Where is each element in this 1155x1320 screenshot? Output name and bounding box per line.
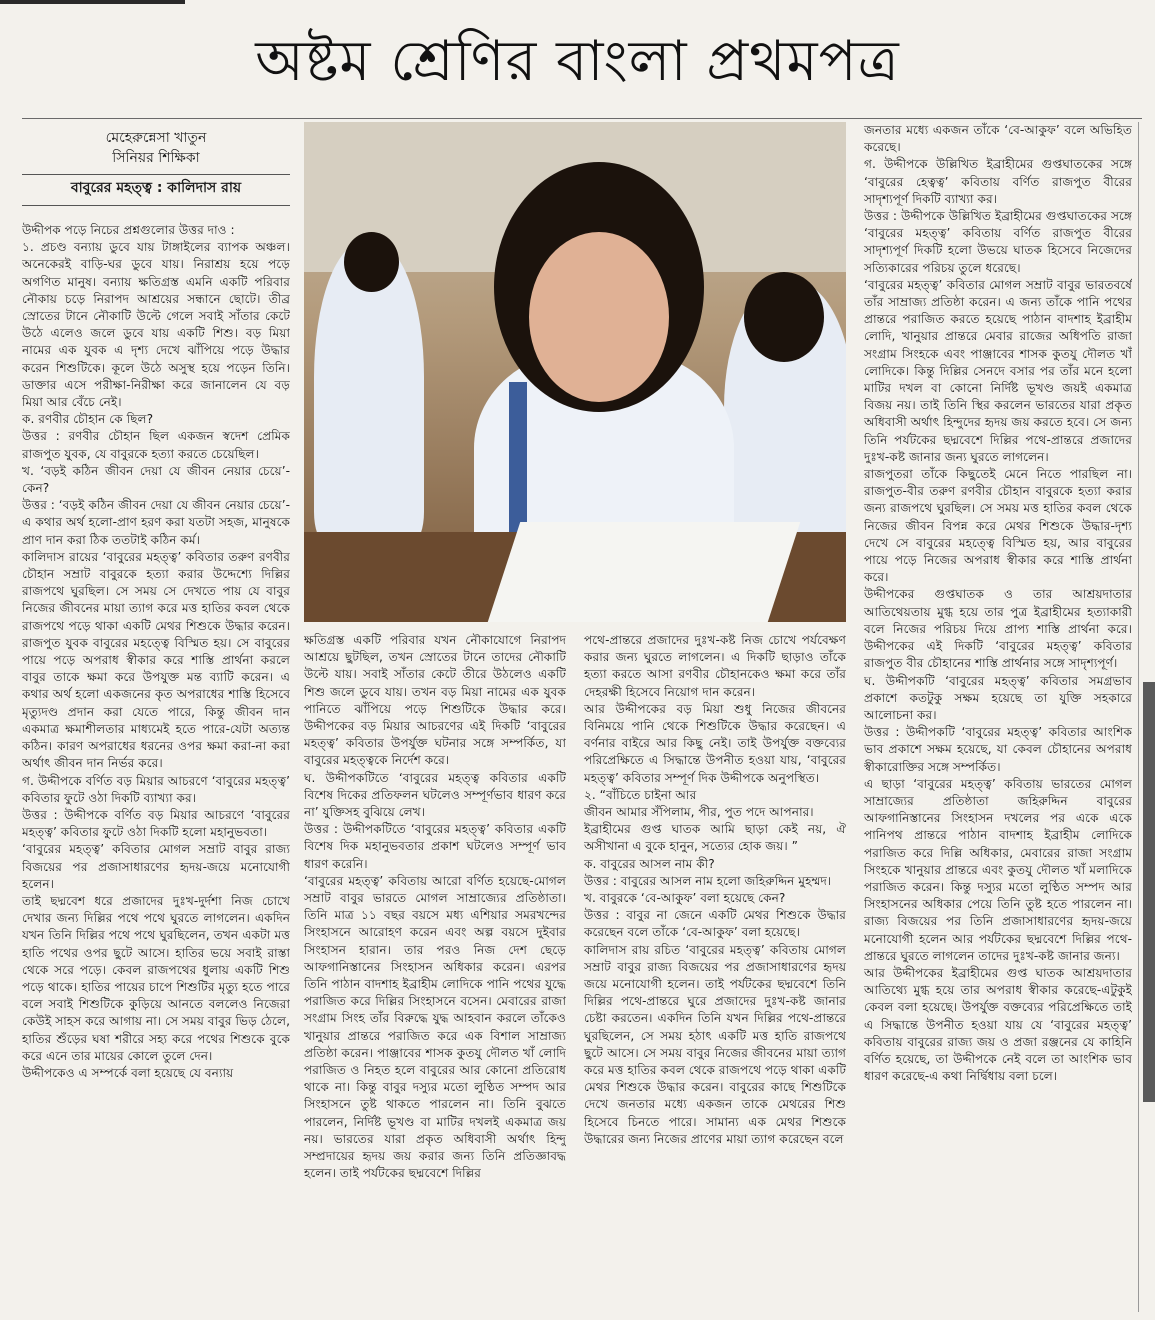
paragraph: উত্তর : বাবুরের আসল নাম হলো জহিরুদ্দিন মুহম্মদ।	[584, 873, 832, 888]
column-1	[22, 222, 290, 1312]
paragraph: উদ্দীপকের গুপ্তঘাতক ও তার আশ্রয়দাতার আতিথেয়তায় মুগ্ধ হয়ে তার পুত্র ইব্রাহীমের হত্যাকারী বলে নিজের পরিচয় দিয়ে প্রাপ্য শাস্তি প্রার্থনা করে। উদ্দীপকের এই দিকটি ‘বাবুরের মহত্ত্ব’ কবিতার রাজপুত বীর চৌহানের শাস্তি প্রার্থনার সঙ্গে সাদৃশ্যপূর্ণ।	[864, 587, 1132, 671]
paragraph: উত্তর : রণবীর চৌহান ছিল একজন স্বদেশ প্রেমিক রাজপুত যুবক, যে বাবুরকে হত্যা করতে চেয়েছিল।	[22, 429, 290, 461]
paragraph: উত্তর : উদ্দীপকটিতে ‘বাবুরের মহত্ত্ব’ কবিতার একটি বিশেষ দিক মহানুভবতার প্রকাশ ঘটলেও সম্পূর্ণ ভাব ধারণ করেনি।	[304, 822, 566, 871]
column-2	[304, 632, 566, 1312]
paragraph: খ. ‘বড়ই কঠিন জীবন দেয়া যে জীবন নেয়ার চেয়ে’-কেন?	[22, 463, 290, 496]
paragraph: রাজপুতরা তাঁকে কিছুতেই মেনে নিতে পারছিল না। রাজপুত-বীর তরুণ রণবীর চৌহান বাবুরকে হত্যা করার জন্য রাজপথে ঘুরছিল। সে সময় মত্ত হাতির কবল থেকে নিজের জীবন বিপন্ন করে মেথর শিশুকে উদ্ধার-দৃশ্য দেখে সে বাবুরের মহত্ত্বে বিস্মিত হয়, আর বাবুরের পায়ে পড়ে নিজের অপরাধ স্বীকার করে শাস্তি প্রার্থনা করে।	[864, 467, 1132, 585]
exam-hall-photo	[304, 122, 846, 622]
paragraph: ‘বাবুরের মহত্ত্ব’ কবিতার মোগল সম্রাট বাবুর ভারতবর্ষে তাঁর সাম্রাজ্য প্রতিষ্ঠা করেন। এ জন্য তাঁকে পানি পথের প্রান্তরে পরাজিত করতে হয়েছে পাঠান বাদশাহ ইব্রাহীম লোদি, খানুয়ার প্রান্তরে মেবার রাজের অধিপতি রাজা সংগ্রাম সিংহকে এবং পাঞ্জাবের শাসক কুতযু দৌলত খাঁ লোদিকে। কিন্তু দিল্লির সেনদে বসার পর তাঁর মনে হলো মাটির দখল বা কোনো নির্দিষ্ট ভূখণ্ড জয়ই একমাত্র বিজয় নয়। তাই তিনি স্থির করলেন ভারতের যারা প্রকৃত অধিবাসী অর্থাৎ হিন্দুদের হৃদয় জয় করতে হবে। সে জন্য তিনি পর্যটকের ছদ্মবেশে দিল্লির পথে-প্রান্তরে প্রজাদের দুঃখ-কষ্ট জানার জন্য ঘুরতে লাগলেন।	[864, 277, 1132, 464]
paragraph: ক. বাবুরের আসল নাম কী?	[584, 856, 715, 871]
paragraph: জনতার মধ্যে একজন তাঁকে ‘বে-আকুফ’ বলে অভিহিত করেছে।	[864, 123, 1132, 155]
paragraph: এ ছাড়া ‘বাবুরের মহত্ত্ব’ কবিতায় ভারতের মোগল সাম্রাজ্যের প্রতিষ্ঠাতা জহিরুদ্দিন বাবুরের আফগানিস্তানের সিংহাসন দখলের পর একে একে পানিপথ প্রান্তরে পাঠান বাদশাহ ইব্রাহীম লোদিকে পরাজিত করে দিল্লি অধিকার, মেবারের রাজা সংগ্রাম সিংহকে খানুয়ার প্রান্তরে এবং কুতযু দৌলত খাঁ মলাদিকে পরাজিত করেন। কিন্তু দস্যুর মতো লুণ্ঠিত সম্পদ আর সিংহাসনের অধিকার পেয়ে তিনি তুষ্ট হতে পারলেন না। রাজ্য বিজয়ের পর তিনি প্রজাসাধারণের হৃদয়-জয়ে মনোযোগী হলেন আর পর্যটকের ছদ্মবেশে দিল্লির পথে-প্রান্তরে ঘুরতে লাগলেন তাদের দুঃখ-কষ্ট জানার জন্য।	[864, 776, 1132, 963]
byline-divider	[22, 174, 290, 175]
paragraph: জীবন আমার সঁপিলাম, পীর, পুত পদে আপনার।	[584, 805, 814, 820]
paragraph: কালিদাস রায়ের ‘বাবুরের মহত্ত্ব’ কবিতার তরুণ রণবীর চৌহান সম্রাট বাবুরকে হত্যা করার উদ্দেশ্যে দিল্লির রাজপথে ঘুরছিল। সে সময় সে দেখতে পায় যে বাবুর নিজের জীবনের মায়া ত্যাগ করে মত্ত হাতির কবল থেকে রাজপথে পড়ে থাকা একটি মেথর শিশুকে উদ্ধার করেন। রাজপুত যুবক বাবুরের মহত্ত্বে বিস্মিত হয়। সে বাবুরের পায়ে পড়ে অপরাধ স্বীকার করে শাস্তি প্রার্থনা করলে বাবুর তাকে ক্ষমা করে উপযুক্ত মন্ত ব্যাটি করেন। এ কথার অর্থ হলো একজনের কৃত অপরাধের শাস্তি হিসেবে মৃত্যুদণ্ড প্রদান করা যেতে পারে, কিন্তু জীবন দান একমাত্র ক্ষমাশীলতার মাধ্যমেই হতে পারে-যেটা অত্যন্ত কঠিন। কারণ অপরাধের ধরনের ওপর ক্ষমা করা-না করা অর্থাৎ জীবন দান নির্ভর করে।	[22, 549, 290, 771]
paragraph: ‘বাবুরের মহত্ত্ব’ কবিতার মোগল সম্রাট বাবুর রাজ্য বিজয়ের পর প্রজাসাধারণের হৃদয়-জয়ে মনোযোগী হলেন।	[22, 842, 290, 891]
paragraph: ২. “বাঁচিতে চাইনা আর	[584, 787, 697, 802]
paragraph: ১. প্রচণ্ড বন্যায় ডুবে যায় টাঙ্গাইলের ব্যাপক অঞ্চল। অনেকেরই বাড়ি-ঘর ডুবে যায়। নিরাশ্রয় হয়ে পড়ে অগণিত মানুষ। বন্যায় ক্ষতিগ্রস্ত এমনি একটি পরিবার নৌকায় চড়ে নিরাপদ আশ্রয়ের সন্ধানে ছোটে। তীব্র স্রোতের টানে নৌকাটি উল্টে গেলে সবাই সাঁতার কেটে উঠে এলেও জলে ডুবে যায় একটি শিশু। বড় মিয়া নামের এক যুবক এ দৃশ্য দেখে ঝাঁপিয়ে পড়ে উদ্ধার করেন শিশুটিকে। কূলে উঠে অসুস্থ হয়ে পড়েন তিনি। ডাক্তার এসে পরীক্ষা-নিরীক্ষা করে জানালেন যে বড় মিয়া আর বেঁচে নেই।	[22, 240, 290, 410]
paragraph: ক. রণবীর চৌহান কে ছিল?	[22, 412, 154, 427]
masthead	[0, 0, 1155, 112]
paragraph: উত্তর : ‘বড়ই কঠিন জীবন দেয়া যে জীবন নেয়ার চেয়ে’-এ কথার অর্থ হলো-প্রাণ হরণ করা যতটা সহজ, মানুষকে প্রাণ দান করা ঠিক ততটাই কঠিন কর্ম।	[22, 498, 290, 547]
paragraph: উত্তর : বাবুর না জেনে একটি মেথর শিশুকে উদ্ধার করেছেন বলে তাঁকে ‘বে-আকুফ’ বলা হয়েছে।	[584, 908, 846, 940]
adjacent-photo-edge	[1143, 682, 1155, 1102]
paragraph: উত্তর : উদ্দীপকটি ‘বাবুরের মহত্ত্ব’ কবিতার আংশিক ভাব প্রকাশে সক্ষম হয়েছে, যা কেবল চৌহানের অপরাধ স্বীকারোক্তির সঙ্গে সম্পর্কিত।	[864, 725, 1132, 774]
byline	[22, 124, 290, 208]
paragraph: আর উদ্দীপকের বড় মিয়া শুধু নিজের জীবনের বিনিময়ে পানি থেকে শিশুটিকে উদ্ধার করেছেন। এ বর্ণনার বাইরে আর কিছু নেই। তাই উপর্যুক্ত বক্তব্যের পরিপ্রেক্ষিতে এ সিদ্ধান্তে উপনীত হওয়া যায়, ‘বাবুরের মহত্ত্ব’ কবিতার সম্পূর্ণ দিক উদ্দীপকে অনুপস্থিত।	[584, 701, 846, 785]
photo-hair-right	[744, 272, 824, 362]
paragraph: ক্ষতিগ্রস্ত একটি পরিবার যখন নৌকাযোগে নিরাপদ আশ্রয়ে ছুটছিল, তখন স্রোতের টানে তাদের নৌকাটি উল্টে যায়। সবাই সাঁতার কেটে তীরে উঠলেও একটি শিশু জলে ডুবে যায়। তখন বড় মিয়া নামের এক যুবক পানিতে ঝাঁপিয়ে পড়ে শিশুটিকে উদ্ধার করে। উদ্দীপকের বড় মিয়ার আচরণের এই দিকটি ‘বাবুরের মহত্ত্ব’ কবিতার উপর্যুক্ত ঘটনার সঙ্গে সম্পর্কিত, যা বাবুরের মহত্ত্বকে নির্দেশ করে।	[304, 633, 566, 768]
column-3	[584, 632, 846, 1312]
paragraph: উদ্দীপক পড়ে নিচের প্রশ্নগুলোর উত্তর দাও :	[22, 223, 235, 237]
author-name: মেহেরুন্নেসা খাতুন	[105, 130, 207, 146]
page-title: অষ্টম শ্রেণির বাংলা প্রথমপত্র	[255, 29, 900, 94]
byline-divider-bottom	[22, 205, 290, 206]
photo-hair-left	[344, 232, 399, 292]
header-divider	[22, 118, 1142, 119]
paragraph: খ. বাবুরকে ‘বে-আকুফ’ বলা হয়েছে কেন?	[584, 891, 786, 906]
paragraph: আর উদ্দীপকের ইব্রাহীমের গুপ্ত ঘাতক আশ্রয়দাতার আতিথ্যে মুগ্ধ হয়ে তার অপরাধ স্বীকার করেছে-এটুকুই কেবল বলা হয়েছে। উপর্যুক্ত বক্তব্যের পরিপ্রেক্ষিতে তাই এ সিদ্ধান্তে উপনীত হওয়া যায় যে ‘বাবুরের মহত্ত্ব’ কবিতায় বাবুরের রাজ্য জয় ও প্রজা রঞ্জনের যে কাহিনি বর্ণিত হয়েছে, তা উদ্দীপকে নেই বলে তা আংশিক ভাব ধারণ করেছে-এ কথা নির্দ্বিধায় বলা চলে।	[864, 965, 1132, 1084]
paragraph: ইব্রাহীমের গুপ্ত ঘাতক আমি ছাড়া কেই নয়, ঐ অসীখানা এ বুকে হানুন, সত্যের হোক জয়। ”	[584, 822, 846, 854]
paragraph: পথে-প্রান্তরে প্রজাদের দুঃখ-কষ্ট নিজ চোখে পর্যবেক্ষণ করার জন্য ঘুরতে লাগলেন। এ দিকটি ছাড়াও তাঁকে হত্যা করতে আসা রণবীর চৌহানকেও ক্ষমা করে তাঁর দেহরক্ষী হিসেবে নিয়োগ দান করেন।	[584, 633, 846, 699]
author-role: সিনিয়র শিক্ষিকা	[112, 150, 200, 166]
adjacent-page-edge	[1138, 122, 1155, 1312]
paragraph: ‘বাবুরের মহত্ত্ব’ কবিতায় আরো বর্ণিত হয়েছে-মোগল সম্রাট বাবুর ভারতে মোগল সাম্রাজ্যের প্রতিষ্ঠাতা। তিনি মাত্র ১১ বছর বয়সে মধ্য এশিয়ার সমরখন্দের সিংহাসনে আরোহণ করেন এবং অল্প বয়সে দুইবার সিংহাসন হারান। তার পরও নিজ দেশ ছেড়ে আফগানিস্তানের সিংহাসন অধিকার করেন। এরপর তিনি পাঠান বাদশাহ ইব্রাহীম লোদিকে পানি পথের যুদ্ধে পরাজিত করে দিল্লির সিংহাসনে বসেন। মেবারের রাজা সংগ্রাম সিংহ তাঁর বিরুদ্ধে যুদ্ধ আহবান করলে তাঁকেও খানুয়ার প্রান্তরে পরাজিত করে এক বিশাল সাম্রাজ্য প্রতিষ্ঠা করেন। পাঞ্জাবের শাসক কুতযু দৌলত খাঁ লোদি পরাজিত ও নিহত হলে বাবুরের আর কোনো প্রতিরোধ থাকে না। কিন্তু বাবুর দস্যুর মতো লুণ্ঠিত সম্পদ আর সিংহাসনে তুষ্ট থাকতে পারলেন না। তিনি বুঝতে পারলেন, নির্দিষ্ট ভূখণ্ড বা মাটির দখলই একমাত্র জয় নয়। ভারতের যারা প্রকৃত অধিবাসী অর্থাৎ হিন্দু সম্প্রদায়ের হৃদয় জয় করার জন্য তিনি প্রতিজ্ঞাবদ্ধ হলেন। তাই পর্যটকের ছদ্মবেশে দিল্লির	[304, 873, 566, 1181]
paragraph: গ. উদ্দীপকে উল্লিখিত ইব্রাহীমের গুপ্তঘাতকের সঙ্গে ‘বাবুরের হেত্বত্ব’ কবিতায় বর্ণিত রাজপুত বীরের সাদৃশ্যপূর্ণ দিকটি ব্যাখ্যা কর।	[864, 157, 1132, 206]
photo-answer-sheet	[488, 522, 800, 622]
paragraph: উদ্দীপকেও এ সম্পর্কে বলা হয়েছে যে বন্যায়	[22, 1065, 234, 1080]
paragraph: কালিদাস রায় রচিত ‘বাবুরের মহত্ত্ব’ কবিতায় মোগল সম্রাট বাবুর রাজ্য বিজয়ের পর প্রজাসাধারণের হৃদয় জয়ে মনোযোগী হলেন। তাই পর্যটকের ছদ্মবেশে তিনি দিল্লির পথে-প্রান্তরে ঘুরে প্রজাদের দুঃখ-কষ্ট জানার চেষ্টা করতেন। একদিন তিনি যখন দিল্লির পথে-প্রান্তরে ঘুরছিলেন, সে সময় হঠাৎ একটি মত্ত হাতি রাজপথে ছুটে আসে। সে সময় বাবুর নিজের জীবনের মায়া ত্যাগ করে মত্ত হাতির কবল থেকে রাজপথে পড়ে থাকা একটি মেথর শিশুকে উদ্ধার করেন। বাবুরের কাছে শিশুটিকে দেখে জনতার মধ্যে একজন তাকে মেথরের শিশু হিসেবে চিনতে পারে। সামান্য এক মেথর শিশুকে উদ্ধারের জন্য নিজের প্রাণের মায়া ত্যাগ করেছেন বলে	[584, 942, 846, 1146]
paragraph: ঘ. উদ্দীপকটিতে ‘বাবুরের মহত্ত্ব কবিতার একটি বিশেষ দিকের প্রতিফলন ঘটলেও সম্পূর্ণভাব ধারণ করে না’ যুক্তিসহ বুঝিয়ে লেখ।	[304, 770, 566, 820]
photo-face-center	[529, 232, 669, 402]
paragraph: গ. উদ্দীপকে বর্ণিত বড় মিয়ার আচরণে ‘বাবুরের মহত্ত্ব’ কবিতার ফুটে ওঠা দিকটি ব্যাখ্যা কর।	[22, 773, 290, 805]
lesson-heading: বাবুরের মহত্ত্ব : কালিদাস রায়	[70, 180, 242, 196]
paragraph: ঘ. উদ্দীপকটি ‘বাবুরের মহত্ত্ব’ কবিতার সমগ্রভাব প্রকাশে কতটুকু সক্ষম হয়েছে তা যুক্তি সহকারে আলোচনা কর।	[864, 673, 1132, 722]
top-rule	[0, 0, 185, 4]
column-4	[864, 122, 1132, 1312]
paragraph: উত্তর : উদ্দীপকে বর্ণিত বড় মিয়ার আচরণে ‘বাবুরের মহত্ত্ব’ কবিতার ফুটে ওঠা দিকটি হলো মহানুভবতা।	[22, 807, 290, 840]
paragraph: উত্তর : উদ্দীপকে উল্লিখিত ইব্রাহীমের গুপ্তঘাতকের সঙ্গে ‘বাবুরের মহত্ত্ব’ কবিতায় বর্ণিত রাজপুত বীরের সাদৃশ্যপূর্ণ দিকটি হলো উভয়ে ঘাতক হিসেবে নিজেদের সত্যিকারের পরিচয় তুলে ধরেছে।	[864, 209, 1132, 275]
paragraph: তাই ছদ্মবেশ ধরে প্রজাদের দুঃখ-দুর্দশা নিজ চোখে দেখার জন্য দিল্লির পথে পথে ঘুরতে লাগলেন। একদিন যখন তিনি দিল্লির পথে পথে ঘুরছিলেন, তখন একটা মত্ত হাতি পথের ওপর ছুটে আসে। হাতির ভয়ে সবাই রাস্তা থেকে সরে পড়ে। কেবল রাজপথের ধুলায় একটি শিশু পড়ে থাকে। হাতির পায়ের চাপে শিশুটির মৃত্যু হতে পারে বলে সবাই শিশুটিকে কুড়িয়ে আনতে বললেও নিজেরা কেউই সাহস করে আগায় না। সে সময় বাবুর ভিড় ঠেলে, হাতির শুঁড়ের ঘষা শরীরে সহ্য করে পথের শিশুকে বুকে করে এনে তার মায়ের কোলে তুলে দেন।	[22, 893, 290, 1063]
